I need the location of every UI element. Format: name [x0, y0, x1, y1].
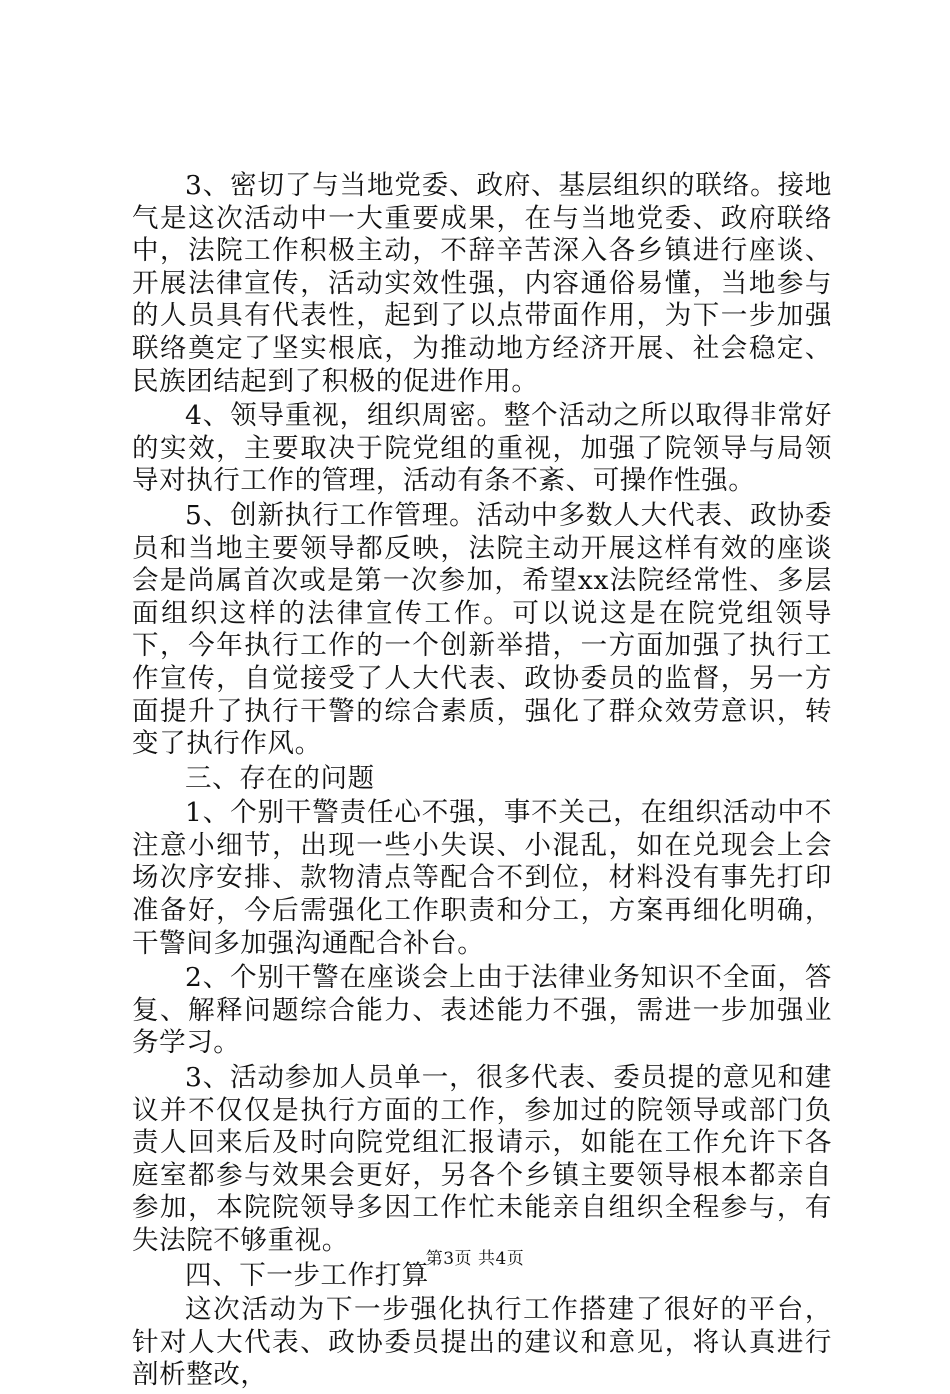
document-body — [132, 170, 832, 1394]
paragraph-next-steps: 这次活动为下一步强化执行工作搭建了很好的平台，针对人大代表、政协委员提出的建议和意见，将认真进行剖析整改， — [132, 1294, 832, 1391]
paragraph-achievement-4: 4、领导重视，组织周密。整个活动之所以取得非常好的实效，主要取决于院党组的重视，加强了院领导与局领导对执行工作的管理，活动有条不紊、可操作性强。 — [132, 400, 832, 497]
paragraph-problem-2: 2、个别干警在座谈会上由于法律业务知识不全面，答复、解释问题综合能力、表述能力不强，需进一步加强业务学习。 — [132, 962, 832, 1059]
paragraph-achievement-3: 3、密切了与当地党委、政府、基层组织的联络。接地气是这次活动中一大重要成果，在与当地党委、政府联络中，法院工作积极主动，不辞辛苦深入各乡镇进行座谈、开展法律宣传，活动实效性强，内容通俗易懂，当地参与的人员具有代表性，起到了以点带面作用，为下一步加强联络奠定了坚实根底，为推动地方经济开展、社会稳定、民族团结起到了积极的促进作用。 — [132, 170, 832, 397]
section-heading-problems: 三、存在的问题 — [185, 762, 375, 794]
paragraph-achievement-5: 5、创新执行工作管理。活动中多数人大代表、政协委员和当地主要领导都反映，法院主动开展这样有效的座谈会是尚属首次或是第一次参加，希望xx法院经常性、多层面组织这样的法律宣传工作。可以说这是在院党组领导下，今年执行工作的一个创新举措，一方面加强了执行工作宣传，自觉接受了人大代表、政协委员的监督，另一方面提升了执行干警的综合素质，强化了群众效劳意识，转变了执行作风。 — [132, 499, 832, 760]
page-footer: 第3页 共4页 — [425, 1249, 525, 1269]
paragraph-problem-3: 3、活动参加人员单一，很多代表、委员提的意见和建议并不仅仅是执行方面的工作，参加过的院领导或部门负责人回来后及时向院党组汇报请示，如能在工作允许下各庭室都参与效果会更好，另各个乡镇主要领导根本都亲自参加，本院院领导多因工作忙未能亲自组织全程参与，有失法院不够重视。 — [132, 1062, 832, 1256]
section-heading-next-steps: 四、下一步工作打算 — [185, 1259, 429, 1291]
paragraph-problem-1: 1、个别干警责任心不强，事不关己，在组织活动中不注意小细节，出现一些小失误、小混乱，如在兑现会上会场次序安排、款物清点等配合不到位，材料没有事先打印准备好，今后需强化工作职责和分工，方案再细化明确，干警间多加强沟通配合补台。 — [132, 797, 832, 959]
